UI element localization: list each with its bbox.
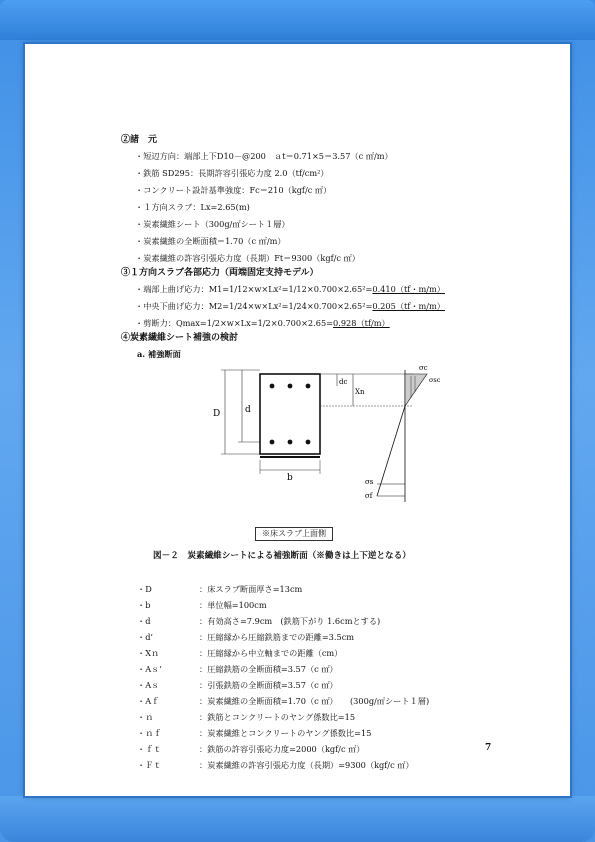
rebar-bottom: [288, 440, 293, 445]
stress-result: 0.205（tf・m/m）: [372, 301, 445, 311]
label-D: D: [213, 409, 221, 419]
compression-block: [405, 374, 427, 406]
stress-item: [135, 302, 445, 310]
section-heading-cfrp: ④炭素繊維シート補強の検討: [121, 333, 239, 343]
spec-item: ・炭素繊維の許容引張応力度（長期）Ft＝9300（kgf/c ㎡）: [135, 253, 360, 263]
stress-result: 0.928（tf/m）: [333, 318, 390, 328]
spec-item: ・炭素繊維の全断面積＝1.70（c ㎡/m）: [135, 236, 286, 246]
window-frame-bottom: [0, 796, 595, 842]
page-number: 7: [485, 743, 492, 753]
label-b: b: [287, 473, 293, 483]
stress-item: [135, 285, 445, 293]
label-d: d: [245, 405, 251, 415]
label-Xn: Xn: [355, 388, 365, 396]
label-sigma-f: σf: [365, 492, 373, 500]
subsection-label: a. 補強断面: [137, 349, 181, 359]
rebar-top: [306, 384, 311, 389]
label-sigma-sc: σsc: [429, 376, 441, 384]
window-frame-top: [0, 0, 595, 40]
tension-line: [377, 406, 405, 496]
section-heading-stress: ③１方向スラブ各部応力（両端固定支持モデル）: [121, 268, 319, 278]
stress-formula: ・中央下曲げ応力：M2=1/24×w×Lx²=1/24×0.700×2.65²=: [135, 301, 373, 311]
document-page: ②諸 元 ・短辺方向：端部上下D10－@200 ａt＝0.71×5＝3.57（c ㎡/m） ・鉄筋 SD295：長期許容引張応力度 2.0（tf/cm²） ・コンクリート設計基準強度：Fc＝210（kgf/c ㎡） ・１方向スラブ：Lx=2.65(m) ・炭素繊維シート（300g/㎡シート１層） ・炭素繊維の全断面積＝1.70（c ㎡/m） ・炭素繊維の許容引張応力度（長期）Ft＝9300（kgf/c ㎡） ③１方向スラブ各部応力（両端固定支持モデル） ・端部上曲げ応力：M1=1/12×w×Lx²=1/12×0.700×2.65²=0.410（tf・m/m） ・中央下曲げ応力：M2=1/24×w×Lx²=1/24×0.700×2.65²=0.205（tf・m/m） ・剪断力：Qmax=1/2×w×Lx=1/2×0.700×2.65=0.928（tf/m） ④炭素繊維シート補強の検討 a. 補強断面 D d b dc Xn σc σsc σs σf ※床スラブ上面側 図－２ 炭素繊維シートによる補強断面（※働きは上下逆となる） ・D ：床スラブ断面厚さ=13cm ・b ：単位幅=100cm ・d ：有効高さ=7.9cm (鉄筋下がり 1.6cmとする) ・d’ ：圧縮縁から圧縮鉄筋までの距離=3.5cm ・Xｎ ：圧縮縁から中立軸までの距離（cm） ・Aｓ’ ：圧縮鉄筋の全断面積=3.57（c ㎡） ・Aｓ ：引張鉄筋の全断面積=3.57（c ㎡） ・Aｆ ：炭素繊維の全断面積=1.70（c ㎡） (300g/㎡シート１層) ・ｎ ：鉄筋とコンクリートのヤング係数比=15 ・ｎｆ ：炭素繊維とコンクリートのヤング係数比=15 ・ｆｔ ：鉄筋の許容引張応力度=2000（kgf/c ㎡） ・Ｆｔ ：炭素繊維の許容引張応力度（長期）=9300（kgf/c ㎡） 7: [25, 44, 570, 796]
stress-result: 0.410（tf・m/m）: [372, 284, 445, 294]
stress-formula: ・剪断力：Qmax=1/2×w×Lx=1/2×0.700×2.65=: [135, 318, 334, 328]
spec-item: ・短辺方向：端部上下D10－@200 ａt＝0.71×5＝3.57（c ㎡/m）: [135, 151, 393, 161]
stress-item: [135, 319, 390, 327]
label-sigma-c: σc: [419, 364, 428, 372]
stress-formula: ・端部上曲げ応力：M1=1/12×w×Lx²=1/12×0.700×2.65²=: [135, 284, 373, 294]
figure-note: ※床スラブ上面側: [255, 527, 333, 541]
label-dc: dc: [339, 378, 348, 386]
section-heading-specs: ②諸 元: [121, 135, 158, 145]
cross-section-figure: [205, 362, 445, 522]
spec-item: ・コンクリート設計基準強度：Fc＝210（kgf/c ㎡）: [135, 185, 332, 195]
spec-item: ・炭素繊維シート（300g/㎡シート１層）: [135, 219, 290, 229]
rebar-top: [288, 384, 293, 389]
rebar-top: [270, 384, 275, 389]
spec-item: ・鉄筋 SD295：長期許容引張応力度 2.0（tf/cm²）: [135, 168, 329, 178]
figure-caption: 図－２ 炭素繊維シートによる補強断面（※働きは上下逆となる）: [153, 551, 411, 561]
rebar-bottom: [306, 440, 311, 445]
label-sigma-s: σs: [365, 478, 374, 486]
spec-item: ・１方向スラブ：Lx=2.65(m): [135, 202, 250, 212]
rebar-bottom: [270, 440, 275, 445]
